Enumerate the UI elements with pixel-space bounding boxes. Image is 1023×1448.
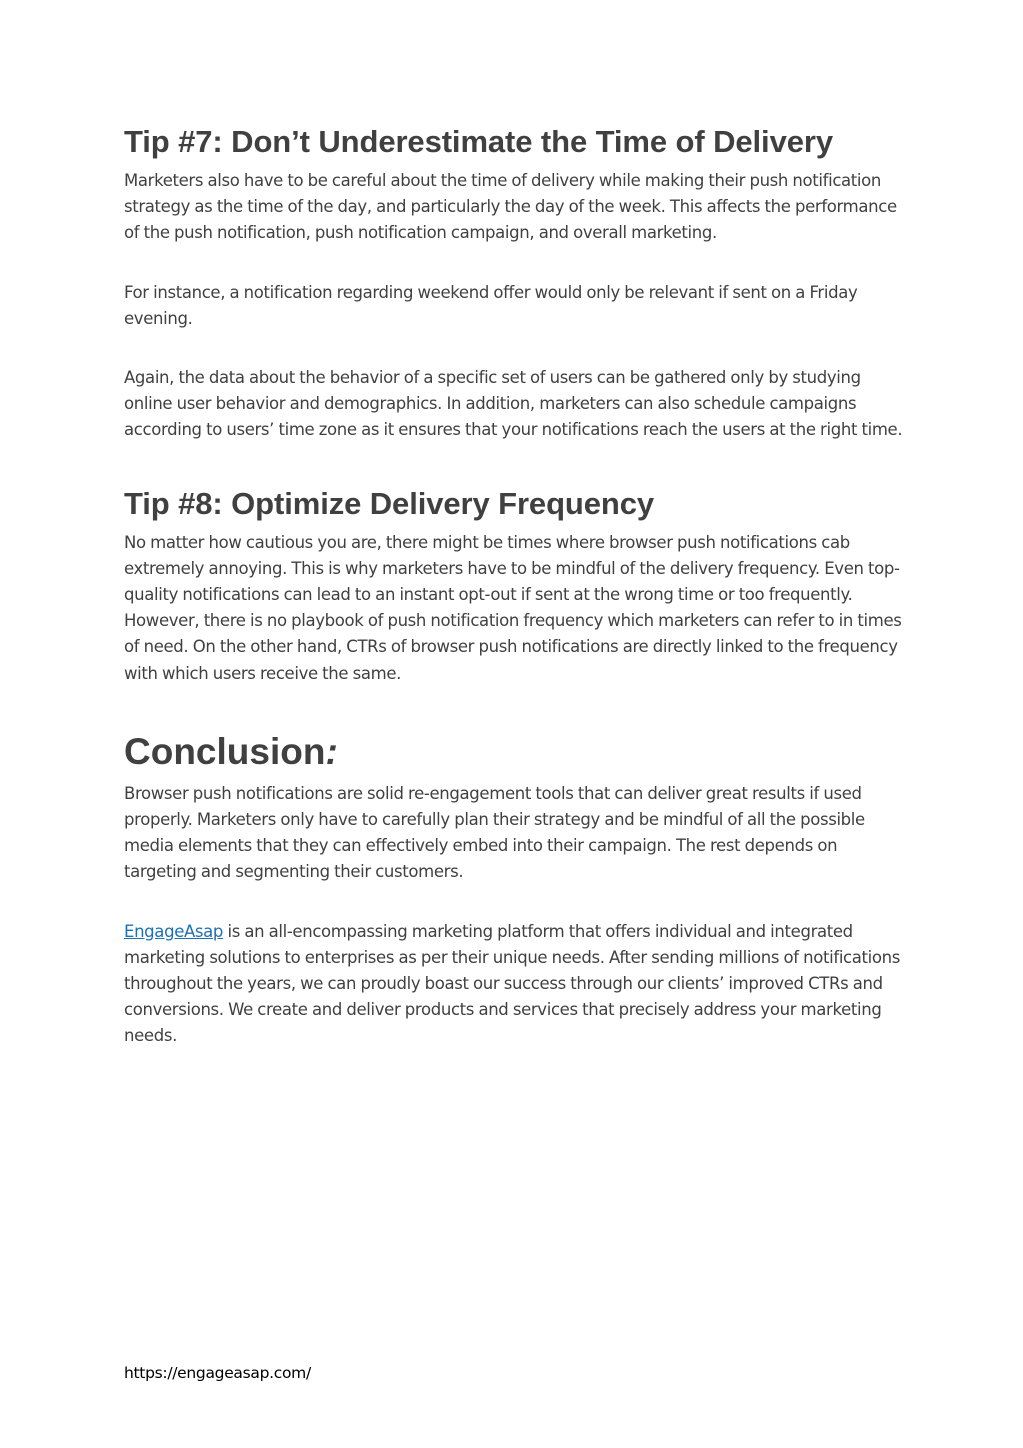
tip7-paragraph-2: For instance, a notification regarding weekend offer would only be relevant if sent on a Friday evening. bbox=[124, 282, 858, 328]
tip7-paragraph-1: Marketers also have to be careful about the time of delivery while making their push notification strategy as the time of the day, and particularly the day of the week. This affects the performance of the push notification, push notification campaign, and overall marketing. bbox=[124, 171, 897, 243]
engageasap-paragraph-text: is an all-encompassing marketing platform that offers individual and integrated marketing solutions to enterprises as per their unique needs. After sending millions of notifications throughout the years, we can proudly boast our success through our clients’ improved CTRs and conversions. We create and deliver products and services that precisely address your marketing needs. bbox=[124, 921, 900, 1046]
tip7-heading: Tip #7: Don’t Underestimate the Time of Delivery bbox=[124, 124, 833, 159]
tip8-paragraph-1: No matter how cautious you are, there might be times where browser push notifications cab extremely annoying. This is why marketers have to be mindful of the delivery frequency. Even top-quality notifications can lead to an instant opt-out if sent at the wrong time or too frequently. However, there is no playbook of push notification frequency which marketers can refer to in times of need. On the other hand, CTRs of browser push notifications are directly linked to the frequency with which users receive the same. bbox=[124, 532, 902, 683]
engageasap-paragraph bbox=[124, 919, 909, 1050]
document-page bbox=[124, 122, 909, 1050]
conclusion-heading bbox=[124, 729, 909, 775]
tip8-heading: Tip #8: Optimize Delivery Frequency bbox=[124, 485, 654, 521]
tip7-paragraph-3: Again, the data about the behavior of a specific set of users can be gathered only by studying online user behavior and demographics. In addition, marketers can also schedule campaigns according to users’ time zone as it ensures that your notifications reach the users at the right time. bbox=[124, 368, 903, 440]
conclusion-heading-colon: : bbox=[325, 730, 338, 772]
conclusion-paragraph: Browser push notifications are solid re-engagement tools that can deliver great results if used properly. Marketers only have to carefully plan their strategy and be mindful of all the possible media elements that they can effectively embed into their campaign. The rest depends on targeting and segmenting their customers. bbox=[124, 783, 865, 882]
footer-url: https://engageasap.com/ bbox=[124, 1364, 311, 1382]
conclusion-heading-text: Conclusion bbox=[124, 730, 326, 772]
engageasap-link[interactable]: EngageAsap bbox=[124, 921, 224, 941]
